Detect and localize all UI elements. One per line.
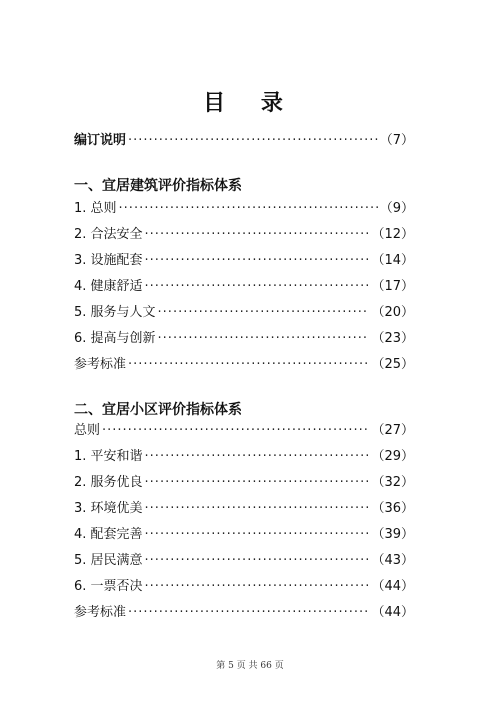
toc-label: 4. 健康舒适 <box>74 279 143 294</box>
toc-page-number: （29） <box>371 449 414 464</box>
toc-page-number: （36） <box>371 501 414 516</box>
toc-page-number: （44） <box>371 579 414 594</box>
toc-label: 编订说明 <box>74 133 127 148</box>
toc-row[interactable] <box>74 352 414 378</box>
toc-row[interactable] <box>74 128 414 154</box>
toc-row[interactable] <box>74 274 414 300</box>
toc-label: 3. 设施配套 <box>74 253 143 268</box>
toc-row[interactable] <box>74 248 414 274</box>
toc-page-number: （20） <box>371 305 414 320</box>
leader-dots <box>145 496 370 522</box>
toc-row[interactable] <box>74 196 414 222</box>
leader-dots <box>145 470 370 496</box>
toc-page-number: （32） <box>371 475 414 490</box>
toc-page-number: （25） <box>371 357 414 372</box>
leader-dots <box>145 548 370 574</box>
toc-row[interactable] <box>74 548 414 574</box>
toc-page-number: （14） <box>371 253 414 268</box>
toc-label: 2. 合法安全 <box>74 227 143 242</box>
leader-dots <box>145 222 370 248</box>
page-title: 目 录 <box>203 91 297 116</box>
toc-page-number: （44） <box>371 605 414 620</box>
toc-section-2 <box>74 418 414 626</box>
toc-label: 5. 服务与人文 <box>74 305 156 320</box>
toc-label: 4. 配套完善 <box>74 527 143 542</box>
toc-label: 参考标准 <box>74 605 127 620</box>
toc-page-number: （23） <box>371 331 414 346</box>
toc-label: 2. 服务优良 <box>74 475 143 490</box>
toc-row[interactable] <box>74 222 414 248</box>
toc-page-number: （27） <box>371 423 414 438</box>
leader-dots <box>145 444 370 470</box>
toc-row[interactable] <box>74 600 414 626</box>
leader-dots <box>128 128 378 154</box>
toc-intro <box>74 128 414 154</box>
toc-label: 5. 居民满意 <box>74 553 143 568</box>
toc-label: 6. 一票否决 <box>74 579 143 594</box>
toc-row[interactable] <box>74 300 414 326</box>
leader-dots <box>128 352 369 378</box>
toc-page-number: （7） <box>379 133 414 148</box>
leader-dots <box>158 300 370 326</box>
page-footer: 第 5 页 共 66 页 <box>216 661 284 671</box>
toc-row[interactable] <box>74 470 414 496</box>
toc-page-number: （9） <box>379 201 414 216</box>
leader-dots <box>102 418 369 444</box>
toc-page-number: （17） <box>371 279 414 294</box>
leader-dots <box>145 522 370 548</box>
leader-dots <box>119 196 378 222</box>
toc-row[interactable] <box>74 444 414 470</box>
toc-label: 3. 环境优美 <box>74 501 143 516</box>
leader-dots <box>145 574 370 600</box>
section-heading-2: 二、宜居小区评价指标体系 <box>74 402 242 418</box>
toc-label: 6. 提高与创新 <box>74 331 156 346</box>
toc-label: 1. 平安和谐 <box>74 449 143 464</box>
toc-row[interactable] <box>74 326 414 352</box>
toc-page-number: （43） <box>371 553 414 568</box>
leader-dots <box>145 274 370 300</box>
leader-dots <box>128 600 369 626</box>
toc-page-number: （39） <box>371 527 414 542</box>
section-heading-1: 一、宜居建筑评价指标体系 <box>74 178 242 194</box>
toc-label: 总则 <box>74 423 101 438</box>
toc-label: 参考标准 <box>74 357 127 372</box>
toc-row[interactable] <box>74 574 414 600</box>
toc-row[interactable] <box>74 496 414 522</box>
toc-page-number: （12） <box>371 227 414 242</box>
leader-dots <box>145 248 370 274</box>
toc-section-1 <box>74 196 414 378</box>
toc-row[interactable] <box>74 522 414 548</box>
toc-label: 1. 总则 <box>74 201 117 216</box>
toc-row[interactable] <box>74 418 414 444</box>
leader-dots <box>158 326 370 352</box>
